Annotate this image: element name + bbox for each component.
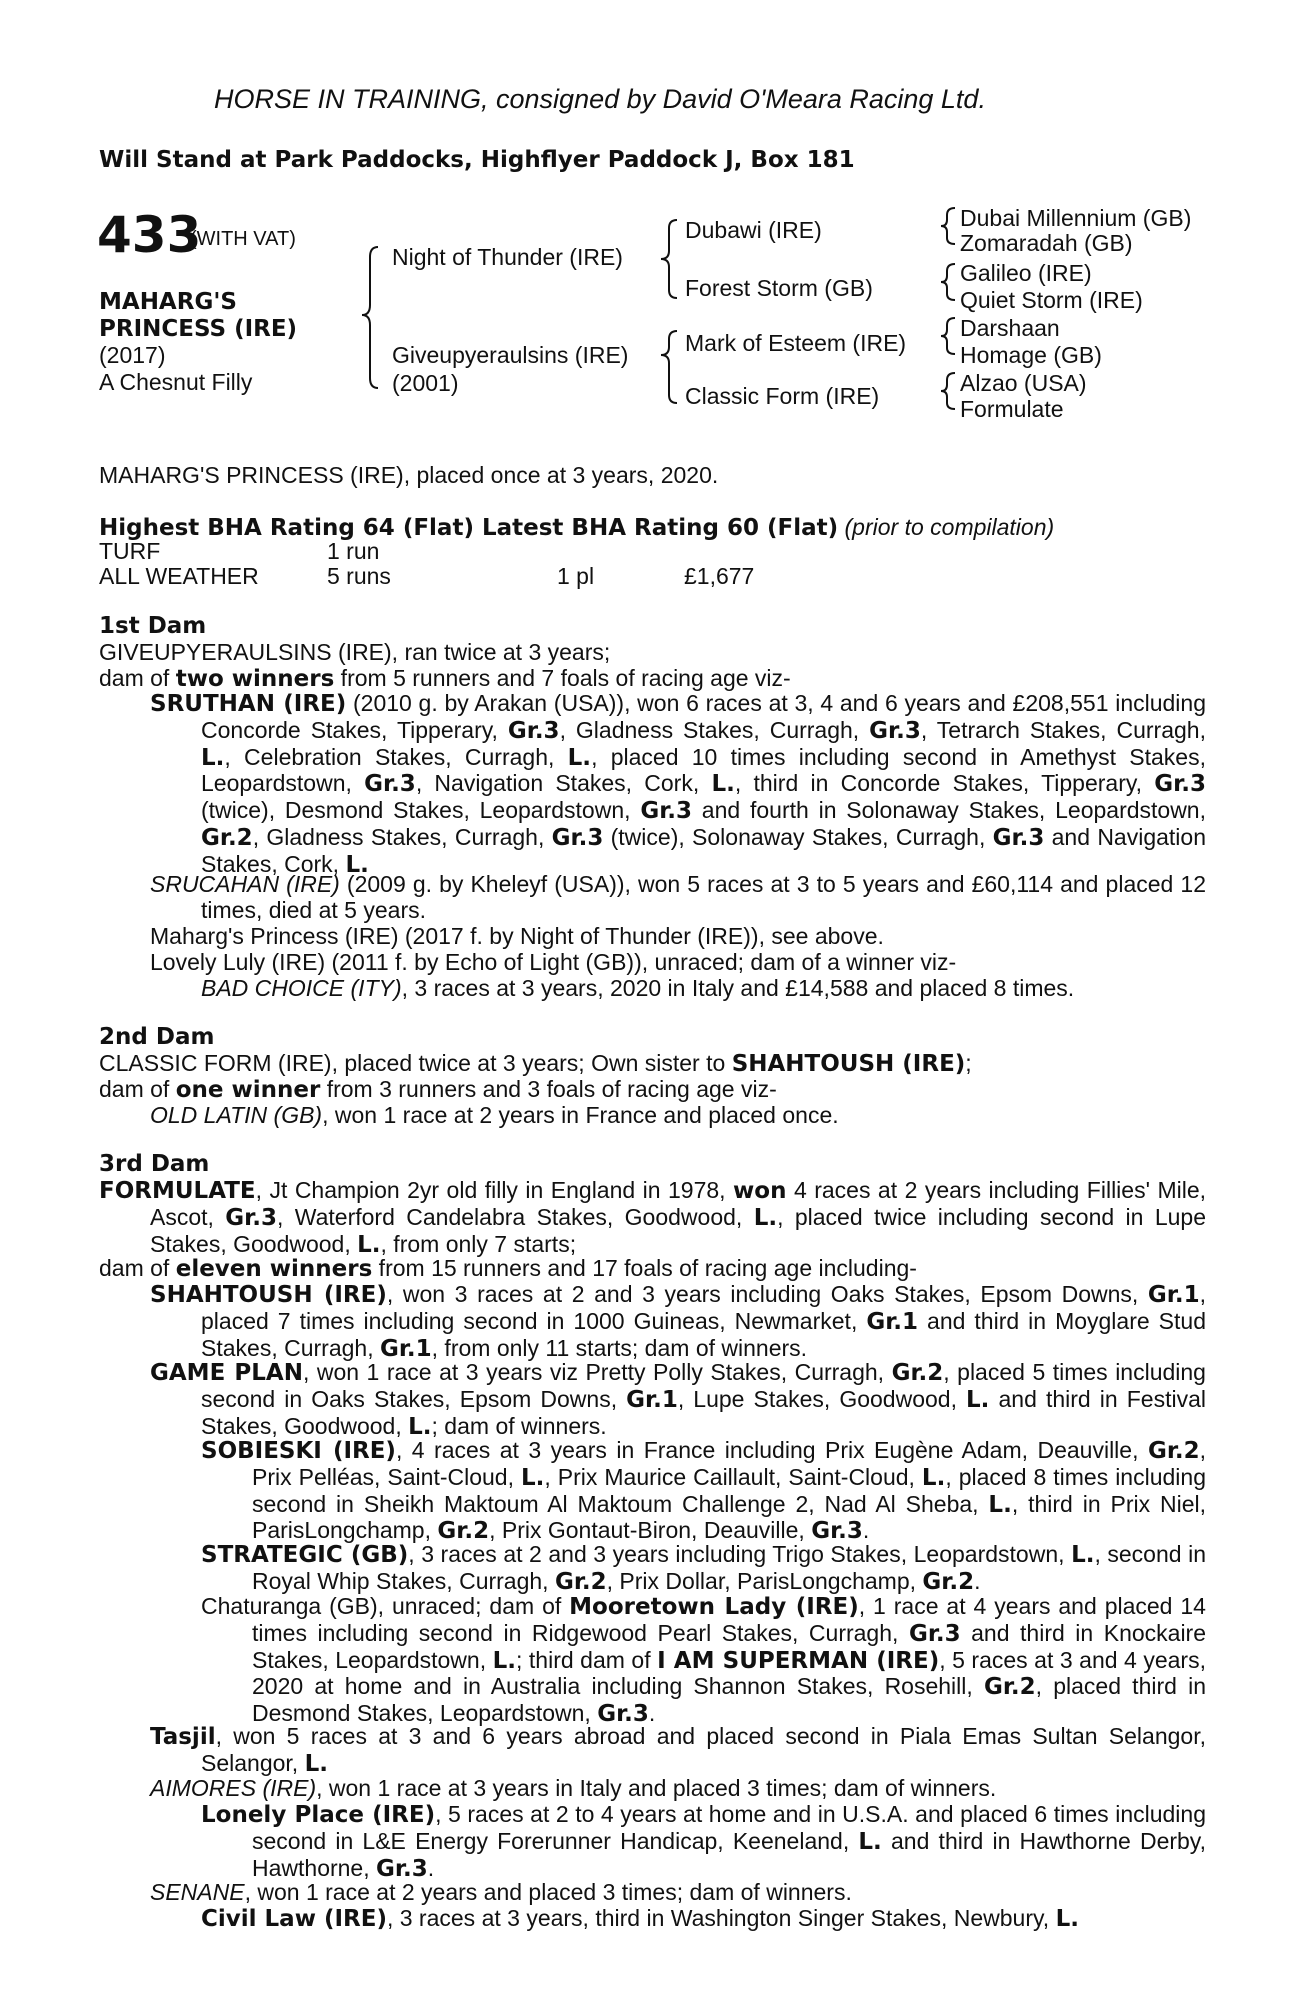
- t: CLASSIC FORM (IRE), placed twice at 3 years; Own sister to: [99, 1050, 732, 1076]
- t: L.: [988, 1491, 1012, 1518]
- t: (twice), Solonaway Stakes, Curragh,: [603, 823, 993, 850]
- t: L.: [357, 1231, 381, 1258]
- pedigree-g5: Darshaan: [960, 315, 1060, 341]
- t: , Celebration Stakes, Curragh,: [224, 743, 568, 770]
- bha-rating: [99, 515, 1054, 542]
- t: and Navigation Stakes, Cork,: [201, 823, 1206, 877]
- t: OLD LATIN (GB): [150, 1102, 323, 1128]
- horse-year: (2017): [99, 342, 166, 368]
- t: Gr.3: [640, 798, 693, 825]
- t: Gr.3: [1154, 771, 1206, 798]
- pedigree-brace-g4: [941, 373, 955, 409]
- t: Gr.3: [992, 824, 1045, 851]
- t: , won 1 race at 2 years and placed 3 times; dam of winners.: [244, 1879, 852, 1905]
- t: , placed 10 times including second in Amethyst Stakes, Leopardstown,: [201, 743, 1206, 797]
- t: , 3 races at 3 years, 2020 in Italy and £14,588 and placed 8 times.: [401, 975, 1075, 1001]
- t: dam of: [99, 665, 176, 691]
- t: BAD CHOICE (ITY): [201, 975, 402, 1001]
- horse-description: A Chesnut Filly: [99, 369, 253, 395]
- pedigree-dam-year: (2001): [392, 370, 459, 396]
- t: , Gladness Stakes, Curragh,: [559, 716, 870, 743]
- t: , 3 races at 2 and 3 years including Trigo Stakes, Leopardstown,: [408, 1541, 1072, 1567]
- t: and third in Festival Stakes, Goodwood,: [201, 1385, 1206, 1439]
- pedigree-sire-dam: Forest Storm (GB): [685, 275, 873, 301]
- t: from 3 runners and 3 foals of racing age viz-: [320, 1076, 777, 1102]
- t: , Waterford Candelabra Stakes, Goodwood,: [276, 1203, 754, 1230]
- pedigree-g4: Quiet Storm (IRE): [960, 287, 1143, 313]
- first-dam-line1: GIVEUPYERAULSINS (IRE), ran twice at 3 years;: [99, 639, 611, 665]
- t: Gr.3: [376, 1855, 428, 1882]
- first-dam-line2: [99, 666, 791, 693]
- t: Gr.2: [437, 1518, 490, 1545]
- t: (twice), Desmond Stakes, Leopardstown,: [201, 797, 641, 824]
- pedigree-brace-sire: [661, 220, 677, 298]
- t: ; dam of winners.: [431, 1412, 607, 1439]
- t: Gr.3: [551, 824, 604, 851]
- vat-label: (WITH VAT): [190, 228, 296, 250]
- progeny-lonely-place: [201, 1802, 1206, 1882]
- t: from 5 runners and 7 foals of racing age viz-: [334, 665, 791, 691]
- t: L.: [520, 1464, 545, 1491]
- t: , 1 race at 4 years and placed 14 times including second in Ridgewood Pearl Stakes, Curragh,: [252, 1593, 1206, 1646]
- t: SRUCAHAN (IRE): [150, 871, 340, 897]
- pedigree-sire-sire: Dubawi (IRE): [685, 217, 822, 243]
- t: SHAHTOUSH (IRE): [150, 1282, 387, 1308]
- record-turf-label: TURF: [99, 538, 161, 564]
- stand-location: Will Stand at Park Paddocks, Highflyer Paddock J, Box 181: [99, 147, 855, 173]
- t: (2010 g. by Arakan (USA)), won 6 races at 3, 4 and 6 years and £208,551 including Concorde Stakes, Tipperary,: [201, 690, 1206, 743]
- pedigree-brace-dam: [661, 331, 677, 403]
- bha-rating-text: Highest BHA Rating 64 (Flat) Latest BHA Rating 60 (Flat): [99, 515, 839, 541]
- pedigree-g7: Alzao (USA): [960, 370, 1087, 396]
- t: L.: [345, 851, 369, 878]
- pedigree-g2: Zomaradah (GB): [960, 230, 1133, 256]
- t: Gr.1: [866, 1308, 919, 1335]
- t: Gr.2: [1147, 1438, 1200, 1464]
- t: , placed third in Desmond Stakes, Leopardstown,: [252, 1673, 1207, 1727]
- t: Gr.3: [225, 1204, 277, 1231]
- t: , Jt Champion 2yr old filly in England in 1978,: [255, 1177, 734, 1203]
- bha-rating-note: (prior to compilation): [844, 514, 1055, 540]
- pedigree-brace-g3: [941, 318, 955, 354]
- lot-number: 433: [97, 206, 202, 264]
- t: L.: [408, 1413, 432, 1440]
- pedigree-brace-g2: [941, 264, 955, 300]
- t: AIMORES (IRE): [150, 1775, 317, 1801]
- t: .: [974, 1567, 981, 1594]
- second-dam-line2: [99, 1077, 777, 1104]
- progeny-aimores: [150, 1776, 996, 1802]
- t: L.: [1071, 1542, 1095, 1568]
- t: , Prix Pelléas, Saint-Cloud,: [252, 1437, 1207, 1490]
- t: and third in Moyglare Stud Stakes, Curragh,: [201, 1307, 1206, 1361]
- progeny-bad-choice: [201, 976, 1074, 1002]
- t: FORMULATE: [99, 1178, 256, 1204]
- t: SENANE: [150, 1879, 245, 1905]
- t: , Prix Gontaut-Biron, Deauville,: [489, 1517, 812, 1544]
- record-aw-runs: 5 runs: [327, 563, 391, 589]
- t: , 3 races at 3 years, third in Washington Singer Stakes, Newbury,: [386, 1905, 1056, 1931]
- t: Mooretown Lady (IRE): [569, 1594, 859, 1620]
- progeny-mahargs: Maharg's Princess (IRE) (2017 f. by Night of Thunder (IRE)), see above.: [150, 923, 884, 949]
- t: SHAHTOUSH (IRE): [731, 1051, 966, 1077]
- t: L.: [921, 1464, 946, 1491]
- t: SRUTHAN (IRE): [150, 691, 347, 717]
- t: and third in Hawthorne Derby, Hawthorne,: [252, 1827, 1206, 1881]
- record-aw-prize: £1,677: [684, 563, 755, 589]
- progeny-senane: [150, 1880, 852, 1906]
- t: Tasjil: [150, 1724, 216, 1750]
- t: , won 1 race at 3 years in Italy and placed 3 times; dam of winners.: [316, 1775, 997, 1801]
- t: L.: [567, 744, 592, 771]
- t: L.: [304, 1750, 328, 1777]
- t: Gr.3: [364, 771, 416, 798]
- t: Gr.3: [869, 717, 921, 744]
- t: , Lupe Stakes, Goodwood,: [677, 1385, 967, 1412]
- t: , second in Royal Whip Stakes, Curragh,: [252, 1541, 1207, 1594]
- t: , Navigation Stakes, Cork,: [415, 770, 712, 797]
- pedigree-brace-g1: [941, 208, 955, 244]
- t: Gr.1: [379, 1335, 432, 1362]
- t: L.: [711, 771, 735, 798]
- t: eleven winners: [175, 1256, 373, 1282]
- pedigree-g3: Galileo (IRE): [960, 260, 1092, 286]
- third-dam-heading: 3rd Dam: [99, 1151, 210, 1177]
- t: SOBIESKI (IRE): [201, 1438, 396, 1464]
- pedigree-g8: Formulate: [960, 396, 1064, 422]
- t: and third in Knockaire Stakes, Leopardstown,: [252, 1619, 1207, 1673]
- t: L.: [201, 744, 225, 771]
- progeny-game-plan: [150, 1360, 1206, 1440]
- t: , Prix Maurice Caillault, Saint-Cloud,: [544, 1463, 922, 1490]
- t: two winners: [175, 666, 335, 692]
- pedigree-brace-main: [362, 247, 378, 388]
- t: , third in Concorde Stakes, Tipperary,: [734, 770, 1155, 797]
- progeny-srucahan: [150, 872, 1206, 924]
- t: , 5 races at 3 and 4 years, 2020 at home and in Australia including Shannon Stakes, Rosehill,: [252, 1646, 1206, 1700]
- t: , placed twice including second in Lupe Stakes, Goodwood,: [150, 1203, 1206, 1257]
- t: Gr.2: [554, 1568, 607, 1595]
- t: Gr.2: [891, 1360, 944, 1386]
- t: Gr.3: [597, 1701, 649, 1728]
- t: , from only 7 starts;: [380, 1230, 577, 1257]
- t: , 4 races at 3 years in France including Prix Eugène Adam, Deauville,: [395, 1437, 1148, 1463]
- t: L.: [1055, 1906, 1079, 1932]
- t: from 15 runners and 17 foals of racing age including-: [372, 1255, 917, 1281]
- t: Gr.3: [507, 717, 560, 744]
- t: 4 races at 2 years including Fillies' Mile, Ascot,: [150, 1177, 1206, 1230]
- t: .: [427, 1854, 435, 1881]
- progeny-chaturanga: [201, 1594, 1206, 1728]
- t: STRATEGIC (GB): [201, 1542, 409, 1568]
- t: , placed 8 times including second in Sheikh Maktoum Al Maktoum Challenge 2, Nad Al Sheba,: [252, 1463, 1206, 1517]
- catalogue-title: HORSE IN TRAINING, consigned by David O'Meara Racing Ltd.: [214, 84, 986, 114]
- t: Gr.2: [922, 1568, 975, 1595]
- pedigree-dam-dam: Classic Form (IRE): [685, 383, 880, 409]
- horse-name-line1: MAHARG'S: [99, 289, 237, 315]
- pedigree-dam-sire: Mark of Esteem (IRE): [685, 330, 907, 356]
- horse-name-line2: PRINCESS (IRE): [99, 316, 298, 342]
- t: .: [648, 1700, 656, 1727]
- t: , Gladness Stakes, Curragh,: [252, 823, 552, 850]
- t: and fourth in Solonaway Stakes, Leopardstown,: [692, 797, 1206, 824]
- t: ;: [965, 1050, 972, 1076]
- record-aw-placed: 1 pl: [557, 563, 595, 589]
- record-turf-runs: 1 run: [327, 538, 380, 564]
- t: , placed 5 times including second in Oaks Stakes, Epsom Downs,: [201, 1359, 1206, 1412]
- t: L.: [966, 1386, 990, 1413]
- t: Gr.2: [201, 824, 253, 851]
- t: , won 1 race at 3 years viz Pretty Polly Stakes, Curragh,: [302, 1359, 892, 1385]
- t: won: [733, 1178, 787, 1204]
- t: , Prix Dollar, ParisLongchamp,: [606, 1567, 923, 1594]
- t: , placed 7 times including second in 1000 Guineas, Newmarket,: [201, 1281, 1206, 1334]
- progeny-tasjil: [150, 1724, 1206, 1778]
- t: I AM SUPERMAN (IRE): [657, 1647, 940, 1674]
- progeny-civil-law: [201, 1906, 1079, 1933]
- t: Civil Law (IRE): [201, 1906, 387, 1932]
- progeny-lovely-luly: Lovely Luly (IRE) (2011 f. by Echo of Light (GB)), unraced; dam of a winner viz-: [150, 949, 957, 975]
- t: dam of: [99, 1255, 176, 1281]
- t: ; third dam of: [516, 1646, 658, 1673]
- t: L.: [492, 1647, 517, 1674]
- t: , won 3 races at 2 and 3 years including Oaks Stakes, Epsom Downs,: [386, 1281, 1148, 1307]
- t: Lonely Place (IRE): [201, 1802, 436, 1828]
- t: Gr.1: [626, 1386, 678, 1413]
- t: Gr.1: [1147, 1282, 1200, 1308]
- progeny-strategic: [201, 1542, 1206, 1596]
- progeny-shahtoush: [150, 1282, 1206, 1362]
- t: , won 1 race at 2 years in France and placed once.: [322, 1102, 839, 1128]
- pedigree-dam: Giveupyeraulsins (IRE): [392, 342, 629, 368]
- third-dam-dam-of: [99, 1256, 917, 1283]
- progeny-sobieski: [201, 1438, 1206, 1545]
- second-dam-heading: 2nd Dam: [99, 1024, 215, 1050]
- t: L.: [753, 1204, 778, 1231]
- progeny-old-latin: [150, 1103, 839, 1129]
- t: Chaturanga (GB), unraced; dam of: [201, 1593, 570, 1619]
- t: Gr.3: [811, 1518, 863, 1545]
- t: one winner: [175, 1077, 321, 1103]
- third-dam-formulate: [99, 1178, 1206, 1258]
- t: , third in Prix Niel, ParisLongchamp,: [252, 1490, 1206, 1544]
- t: Gr.3: [908, 1620, 961, 1647]
- t: Gr.2: [983, 1674, 1036, 1701]
- second-dam-line1: [99, 1051, 972, 1078]
- t: , from only 11 starts; dam of winners.: [431, 1334, 808, 1361]
- pedigree-g1: Dubai Millennium (GB): [960, 205, 1192, 231]
- t: , won 5 races at 3 and 6 years abroad and placed second in Piala Emas Sultan Selangor, Selangor,: [201, 1723, 1206, 1776]
- t: L.: [858, 1828, 882, 1855]
- t: , 5 races at 2 to 4 years at home and in U.S.A. and placed 6 times including second in L&E Energy Forerunner Handicap, Keeneland,: [252, 1801, 1206, 1854]
- race-summary: MAHARG'S PRINCESS (IRE), placed once at 3 years, 2020.: [99, 462, 719, 488]
- first-dam-heading: 1st Dam: [99, 613, 207, 639]
- progeny-sruthan-text: [150, 691, 1206, 879]
- t: (2009 g. by Kheleyf (USA)), won 5 races at 3 to 5 years and £60,114 and placed 12 times, died at 5 years.: [201, 871, 1207, 923]
- t: .: [862, 1517, 870, 1544]
- pedigree-g6: Homage (GB): [960, 342, 1102, 368]
- record-aw-label: ALL WEATHER: [99, 563, 259, 589]
- t: GAME PLAN: [150, 1360, 303, 1386]
- t: , Tetrarch Stakes, Curragh,: [920, 716, 1206, 743]
- t: dam of: [99, 1076, 176, 1102]
- pedigree-sire: Night of Thunder (IRE): [392, 244, 623, 270]
